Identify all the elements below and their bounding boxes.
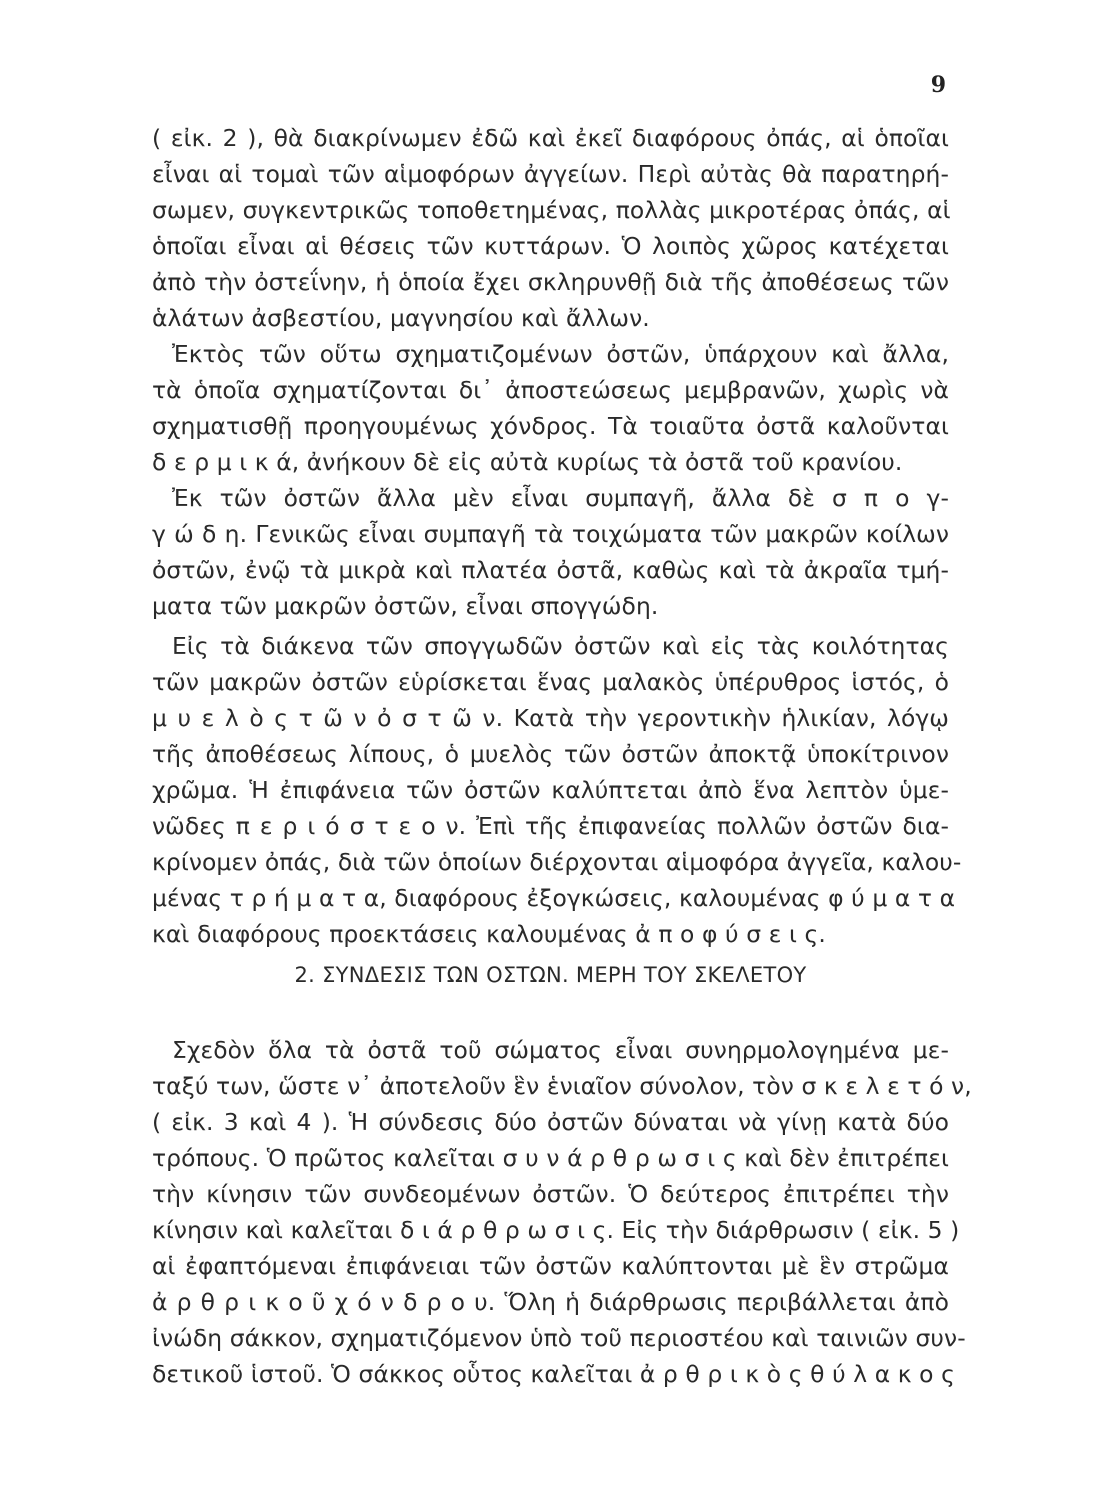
text-line: σωμεν, συγκεντρικῶς τοποθετημένας, πολλὰς μικροτέρας ὀπάς, αἱ — [152, 196, 951, 224]
text-line: γ ώ δ η. Γενικῶς εἶναι συμπαγῆ τὰ τοιχώματα τῶν μακρῶν κοίλων — [152, 520, 949, 548]
text-line: τὰ ὁποῖα σχηματίζονται δι᾽ ἀποστεώσεως μεμβρανῶν, χωρὶς νὰ — [152, 376, 949, 404]
text-line: ἀ ρ θ ρ ι κ ο ῦ χ ό ν δ ρ ο υ. Ὅλη ἡ διάρθρωσις περιβάλλεται ἀπὸ — [152, 1288, 949, 1316]
text-line: τῶν μακρῶν ὀστῶν εὑρίσκεται ἕνας μαλακὸς ὑπέρυθρος ἱστός, ὁ — [152, 668, 949, 696]
text-line: ἀπὸ τὴν ὀστεΐνην, ἡ ὁποία ἔχει σκληρυνθῇ διὰ τῆς ἀποθέσεως τῶν — [152, 268, 949, 296]
text-line: νῶδες π ε ρ ι ό σ τ ε ο ν. Ἐπὶ τῆς ἐπιφανείας πολλῶν ὀστῶν δια- — [152, 812, 949, 840]
text-line: μένας τ ρ ή μ α τ α, διαφόρους ἐξογκώσεις, καλουμένας φ ύ μ α τ α — [152, 884, 956, 912]
text-line: τρόπους. Ὁ πρῶτος καλεῖται σ υ ν ά ρ θ ρ ω σ ι ς καὶ δὲν ἐπιτρέπει — [152, 1144, 949, 1172]
text-line: μ υ ε λ ὸ ς τ ῶ ν ὀ σ τ ῶ ν. Κατὰ τὴν γεροντικὴν ἡλικίαν, λόγῳ — [152, 704, 949, 732]
section-heading: 2. ΣΥΝΔΕΣΙΣ ΤΩΝ ΟΣΤΩΝ. ΜΕΡΗ ΤΟΥ ΣΚΕΛΕΤΟΥ — [294, 963, 807, 987]
text-line: Εἰς τὰ διάκενα τῶν σπογγωδῶν ὀστῶν καὶ εἰς τὰς κοιλότητας — [172, 632, 949, 660]
text-line: ταξύ των, ὥστε ν᾽ ἀποτελοῦν ἓν ἑνιαῖον σύνολον, τὸν σ κ ε λ ε τ ό ν, — [152, 1072, 972, 1100]
text-line: σχηματισθῇ προηγουμένως χόνδρος. Τὰ τοιαῦτα ὀστᾶ καλοῦνται — [152, 412, 949, 440]
text-line: εἶναι αἱ τομαὶ τῶν αἱμοφόρων ἀγγείων. Περὶ αὐτὰς θὰ παρατηρή- — [152, 160, 949, 188]
text-line: δ ε ρ μ ι κ ά, ἀνήκουν δὲ εἰς αὐτὰ κυρίως τὰ ὀστᾶ τοῦ κρανίου. — [152, 448, 903, 476]
text-line: Ἐκ τῶν ὀστῶν ἄλλα μὲν εἶναι συμπαγῆ, ἄλλα δὲ σ π ο γ- — [172, 484, 949, 512]
text-line: ἁλάτων ἀσβεστίου, μαγνησίου καὶ ἄλλων. — [152, 304, 650, 332]
text-line: ὁποῖαι εἶναι αἱ θέσεις τῶν κυττάρων. Ὁ λοιπὸς χῶρος κατέχεται — [152, 232, 949, 260]
text-line: ( εἰκ. 3 καὶ 4 ). Ἡ σύνδεσις δύο ὀστῶν δύναται νὰ γίνῃ κατὰ δύο — [152, 1108, 949, 1136]
text-line: τῆς ἀποθέσεως λίπους, ὁ μυελὸς τῶν ὀστῶν ἀποκτᾷ ὑποκίτρινον — [152, 740, 949, 768]
text-line: ὀστῶν, ἐνῷ τὰ μικρὰ καὶ πλατέα ὀστᾶ, καθὼς καὶ τὰ ἀκραῖα τμή- — [152, 556, 949, 584]
page-number: 9 — [930, 72, 946, 98]
text-line: αἱ ἐφαπτόμεναι ἐπιφάνειαι τῶν ὀστῶν καλύπτονται μὲ ἓν στρῶμα — [152, 1252, 949, 1280]
text-line: ματα τῶν μακρῶν ὀστῶν, εἶναι σπογγώδη. — [152, 592, 659, 620]
text-line: καὶ διαφόρους προεκτάσεις καλουμένας ἀ π ο φ ύ σ ε ι ς. — [152, 920, 826, 948]
text-line: κρίνομεν ὀπάς, διὰ τῶν ὁποίων διέρχονται αἱμοφόρα ἀγγεῖα, καλου- — [152, 848, 962, 876]
text-line: Σχεδὸν ὅλα τὰ ὀστᾶ τοῦ σώματος εἶναι συνηρμολογημένα με- — [172, 1036, 949, 1064]
text-line: Ἐκτὸς τῶν οὕτω σχηματιζομένων ὀστῶν, ὑπάρχουν καὶ ἄλλα, — [172, 340, 949, 368]
text-line: δετικοῦ ἱστοῦ. Ὁ σάκκος οὗτος καλεῖται ἀ ρ θ ρ ι κ ὸ ς θ ύ λ α κ ο ς — [152, 1360, 955, 1388]
text-line: τὴν κίνησιν τῶν συνδεομένων ὀστῶν. Ὁ δεύτερος ἐπιτρέπει τὴν — [152, 1180, 949, 1208]
text-line: ἰνώδη σάκκον, σχηματιζόμενον ὑπὸ τοῦ περιοστέου καὶ ταινιῶν συν- — [152, 1324, 966, 1352]
text-line: χρῶμα. Ἡ ἐπιφάνεια τῶν ὀστῶν καλύπτεται ἀπὸ ἕνα λεπτὸν ὑμε- — [152, 776, 949, 804]
text-line: κίνησιν καὶ καλεῖται δ ι ά ρ θ ρ ω σ ι ς. Εἰς τὴν διάρθρωσιν ( εἰκ. 5 ) — [152, 1216, 960, 1244]
text-line: ( εἰκ. 2 ), θὰ διακρίνωμεν ἐδῶ καὶ ἐκεῖ διαφόρους ὀπάς, αἱ ὁποῖαι — [152, 124, 949, 152]
